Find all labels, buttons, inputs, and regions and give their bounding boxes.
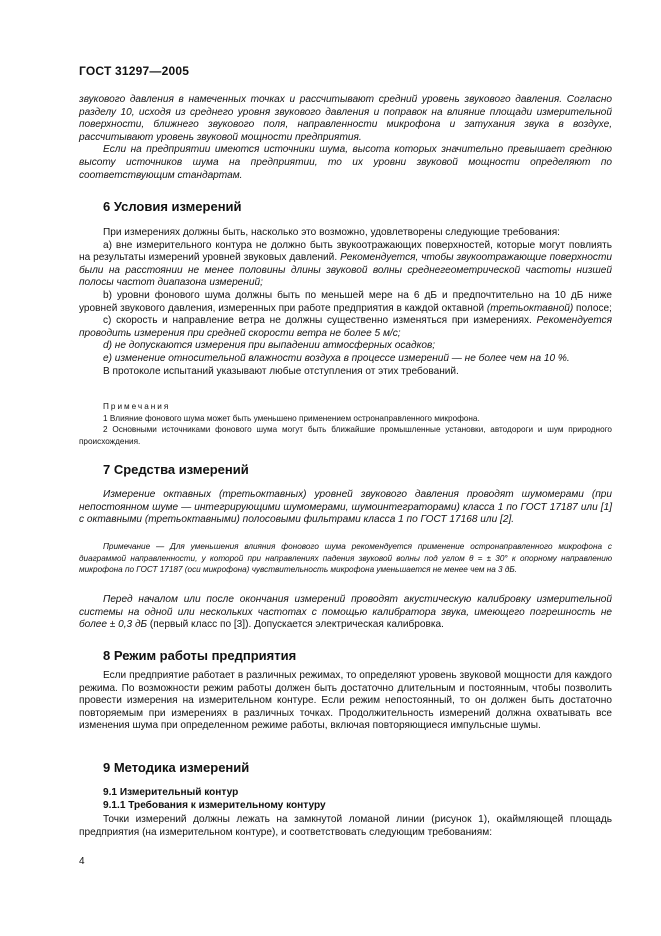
requirement-b-end: полосе; [573, 302, 612, 314]
subsection-9-1-1: 9.1.1 Требования к измерительному контуру [103, 800, 326, 811]
section-6-heading: 6 Условия измерений [103, 199, 242, 214]
requirement-a-recommendation: Рекомендуется, чтобы звукоотражающие поверхности были на расстоянии не менее половины длины звуковой волны среднегеометрической частоты низшей полосы частот диапазона измерений; [79, 252, 612, 289]
requirement-a [79, 240, 612, 290]
requirement-b [79, 290, 612, 315]
intro-text [79, 94, 612, 182]
section-6-body [79, 227, 612, 378]
section-7-note [79, 541, 612, 576]
requirement-d: d) не допускаются измерения при выпадении атмосферных осадков; [103, 340, 436, 352]
page-number: 4 [79, 856, 85, 867]
section-6-notes [79, 401, 612, 447]
section-7-body [79, 489, 612, 527]
requirement-c-text: c) скорость и направление ветра не должны существенно изменяться при измерениях. [103, 315, 532, 327]
section-9-heading: 9 Методика измерений [103, 760, 250, 775]
calibration-paragraph [79, 594, 612, 632]
note-2: 2 Основными источниками фонового шума могут быть ближайшие промышленные установки, автодороги и шум природного происхождения. [79, 425, 612, 446]
standard-header: ГОСТ 31297—2005 [79, 64, 190, 78]
subsection-9-1: 9.1 Измерительный контур [103, 787, 239, 798]
note-1: 1 Влияние фонового шума может быть уменьшено применением остронаправленного микрофона. [103, 413, 480, 423]
calibration-class: (первый класс по [3]). Допускается электрическая калибровка. [147, 619, 444, 631]
requirement-c-recommendation: Рекомендуется проводить измерения при средней скорости ветра не более 5 м/с; [79, 315, 612, 339]
section-9-body [79, 814, 612, 839]
section-7-heading: 7 Средства измерений [103, 462, 249, 477]
requirement-c [79, 315, 612, 340]
requirement-e: e) изменение относительной влажности воздуха в процессе измерений — не более чем на 10 %. [103, 352, 570, 364]
section-6-lead: При измерениях должны быть, насколько это возможно, удовлетворены следующие требования: [103, 227, 560, 238]
section-7-calibration [79, 594, 612, 632]
intro-paragraph-2: Если на предприятии имеются источники шума, высота которых значительно превышает среднюю высоту источников шума на предприятии, то их уровни звуковой мощности определяют по соответствующим стандартам. [79, 144, 612, 181]
section-8-paragraph: Если предприятие работает в различных режимах, то определяют уровень звуковой мощности для каждого режима. По возможности режим работы должен быть достаточно длительным и постоянным, чтобы позволить провести измерения на измерительном контуре. Если режим непостоянный, то он должен быть достаточно повторяемым при измерениях в различных точках. Продолжительность измерений должна охватывать все изменения шума при определенном режиме работы, включая повторяющиеся импульсные шумы. [79, 670, 612, 732]
section-7-note-text: Примечание — Для уменьшения влияния фонового шума рекомендуется применение остронаправленного микрофона с диаграммой направленности, у которой при направлениях падения звуковой волны под углом θ = ± 30° к опорному направлению микрофона по ГОСТ 17187 (оси микрофона) чувствительность микрофона уменьшается не менее чем на 3 дБ. [79, 542, 612, 574]
protocol-deviations: В протоколе испытаний указывают любые отступления от этих требований. [103, 365, 459, 377]
calibration-text: Перед началом или после окончания измерений проводят акустическую калибровку измерительной системы на одной или нескольких частотах с помощью калибратора звука, имеющего погрешность не более ± 0,3 дБ [79, 594, 612, 631]
requirement-b-third-octave: (третьоктавной) [484, 302, 574, 314]
section-9-paragraph: Точки измерений должны лежать на замкнутой ломаной линии (рисунок 1), окаймляющей площадь предприятия (на измерительном контуре), и соответствовать следующим требованиям: [79, 814, 612, 838]
notes-title: Примечания [103, 402, 171, 411]
requirement-b-text: b) уровни фонового шума должны быть по меньшей мере на 6 дБ и предпочтительно на 10 дБ ниже уровней звукового давления, измеренных при работе предприятия в каждой октавной [79, 289, 612, 314]
requirement-a-text: а) вне измерительного контура не должно быть звукоотражающих поверхностей, которые могут повлиять на результаты измерений уровней звуковых давлений. [79, 239, 612, 264]
section-7-paragraph-1: Измерение октавных (третьоктавных) уровней звукового давления проводят шумомерами (при непостоянном шуме — интегрирующими шумомерами, шумоинтеграторами) класса 1 по ГОСТ 17187 или [1] с октавными (третьоктавными) полосовыми фильтрами класса 1 по ГОСТ 17168 или [2]. [79, 489, 612, 526]
section-8-body [79, 670, 612, 733]
section-8-heading: 8 Режим работы предприятия [103, 648, 297, 663]
intro-paragraph-1: звукового давления в намеченных точках и рассчитывают средний уровень звукового давления. Согласно разделу 10, исходя из среднего уровня звукового давления и поправок на влияние площади измерительной поверхности, ближнего звукового поля, направленности микрофона и затухания звука в воздухе, рассчитывают уровень звуковой мощности предприятия. [79, 94, 612, 143]
